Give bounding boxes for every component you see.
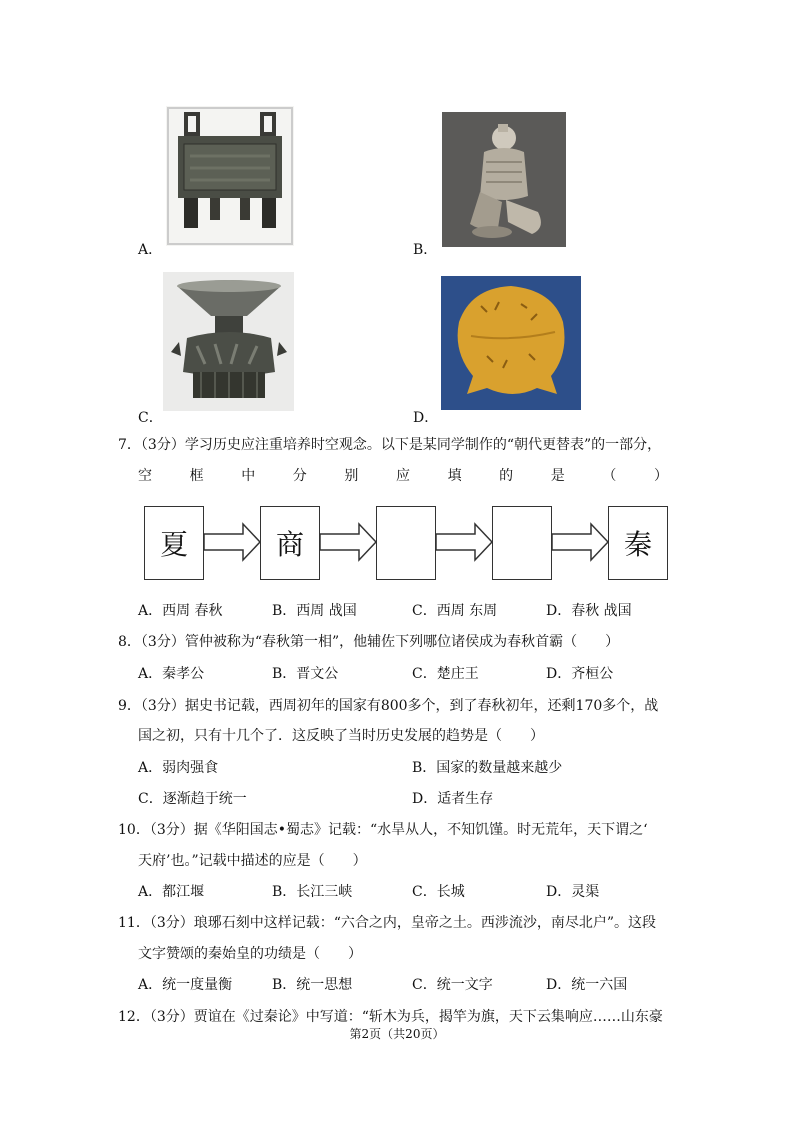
q11-stem-line2: 文字赞颂的秦始皇的功绩是（ ） (138, 946, 362, 962)
q9-option-a: A．弱肉强食 (138, 760, 219, 776)
q7-char: 应 (395, 468, 410, 484)
q9-option-b: B．国家的数量越来越少 (412, 760, 563, 776)
dynasty-box-qin: 秦 (608, 506, 668, 580)
page-footer: 第2页（共20页） (349, 1027, 445, 1041)
q7-option-b: B．西周 战国 (272, 603, 357, 619)
dynasty-box-blank-1 (376, 506, 436, 580)
q7-char: 是 (550, 468, 565, 484)
arrow-icon (435, 522, 493, 562)
q9-option-d: D．适者生存 (412, 791, 494, 807)
q7-char: 空 (138, 468, 152, 484)
q12-stem-line1: 12．（3分）贾谊在《过秦论》中写道：“斩木为兵，揭竿为旗，天下云集响应……山东豪 (118, 1009, 663, 1025)
q11-option-d: D．统一六国 (546, 977, 628, 993)
q9-option-c: C．逐渐趋于统一 (138, 791, 247, 807)
terracotta-warrior-image (442, 112, 566, 247)
oracle-bone-image (441, 276, 581, 410)
q7-char: 分 (292, 468, 307, 484)
q9-stem-line2: 国之初，只有十几个了．这反映了当时历史发展的趋势是（ ） (138, 728, 544, 744)
arrow-icon (203, 522, 261, 562)
q8-option-a: A．秦孝公 (138, 666, 205, 682)
q8-option-d: D．齐桓公 (546, 666, 614, 682)
q7-char: ） (653, 468, 668, 484)
q10-option-b: B．长江三峡 (272, 884, 353, 900)
q7-option-a: A．西周 春秋 (138, 603, 223, 619)
q7-stem-line1: 7．（3分）学习历史应注重培养时空观念。以下是某同学制作的“朝代更替表”的一部分， (118, 437, 662, 453)
q7-char: 别 (344, 468, 359, 484)
q7-char: 填 (447, 468, 462, 484)
arrow-icon (319, 522, 377, 562)
q10-option-a: A．都江堰 (138, 884, 205, 900)
option-a-label: A． (138, 242, 163, 258)
q7-stem-line2 (138, 466, 668, 486)
bronze-ding-image (166, 106, 294, 246)
q10-stem-line1: 10．（3分）据《华阳国志•蜀志》记载：“水旱从人，不知饥馑。时无荒年，天下谓之‘ (118, 822, 648, 838)
q7-option-c: C．西周 东周 (412, 603, 498, 619)
arrow-icon (551, 522, 609, 562)
option-b-label: B． (413, 242, 438, 258)
q8-option-c: C．楚庄王 (412, 666, 479, 682)
q10-option-d: D．灵渠 (546, 884, 600, 900)
q11-stem-line1: 11．（3分）琅琊石刻中这样记载：“六合之内，皇帝之土。西涉流沙，南尽北户”。这段 (118, 915, 657, 931)
dynasty-box-xia: 夏 (144, 506, 204, 580)
q10-stem-line2: 天府’也。”记载中描述的应是（ ） (138, 853, 367, 869)
q7-option-d: D．春秋 战国 (546, 603, 632, 619)
q7-char: （ (602, 468, 617, 484)
dynasty-box-shang: 商 (260, 506, 320, 580)
option-c-label: C． (138, 410, 163, 426)
q7-char: 框 (189, 468, 204, 484)
q11-option-b: B．统一思想 (272, 977, 353, 993)
q9-stem-line1: 9．（3分）据史书记载，西周初年的国家有800多个，到了春秋初年，还剩170多个，战 (118, 698, 659, 714)
dynasty-box-blank-2 (492, 506, 552, 580)
q8-option-b: B．晋文公 (272, 666, 339, 682)
q11-option-c: C．统一文字 (412, 977, 493, 993)
option-d-label: D． (413, 410, 439, 426)
q7-char: 的 (499, 468, 514, 484)
q8-stem: 8．（3分）管仲被称为“春秋第一相”，他辅佐下列哪位诸侯成为春秋首霸（ ） (118, 634, 620, 650)
bronze-zun-image (163, 272, 294, 411)
q10-option-c: C．长城 (412, 884, 465, 900)
q7-char: 中 (241, 468, 256, 484)
q11-option-a: A．统一度量衡 (138, 977, 233, 993)
